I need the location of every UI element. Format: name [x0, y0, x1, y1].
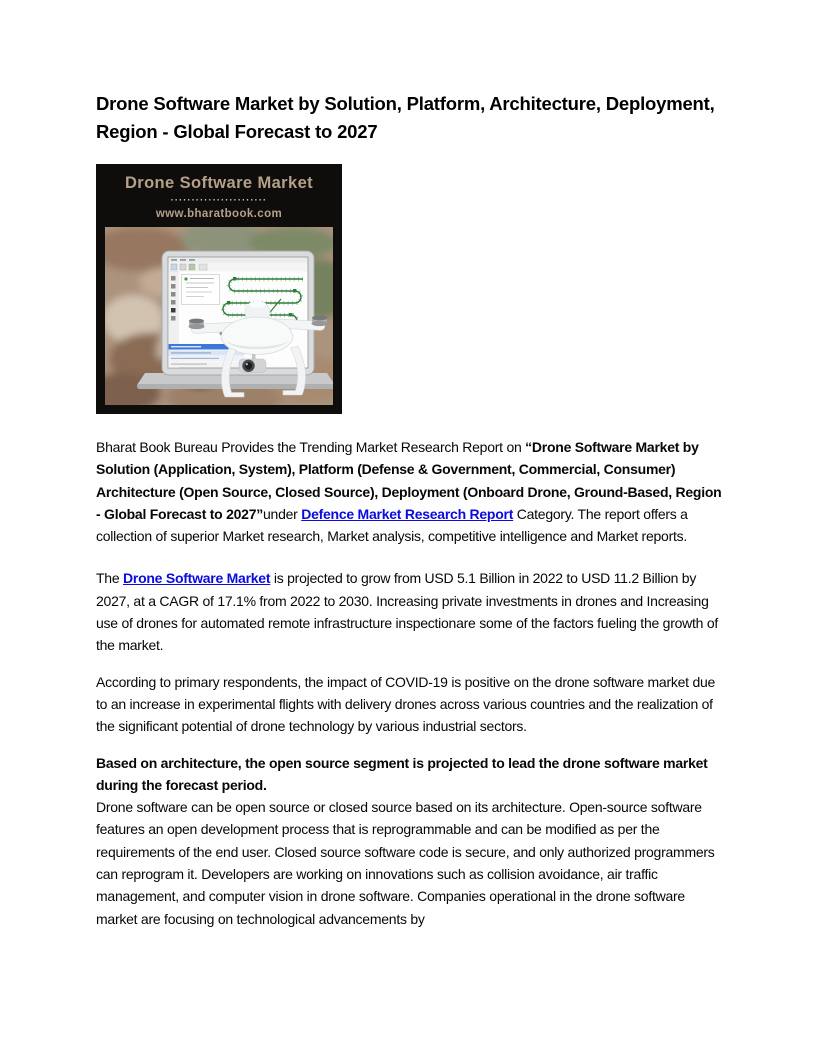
- document-body: [96, 436, 728, 930]
- p1-mid: under: [263, 505, 302, 522]
- drone-software-market-link[interactable]: Drone Software Market: [123, 570, 271, 587]
- p1-tail: Category. The report offers a collection of superior Market research, Market analysis, competitive intelligence and Market reports.: [96, 505, 688, 545]
- cover-header: [96, 164, 342, 225]
- paragraph-intro: [96, 436, 728, 547]
- report-cover-image: [96, 164, 342, 414]
- paragraph-market-forecast: [96, 567, 728, 656]
- page-title-line1: Drone Software Market by Solution, Platform, Architecture, Deployment,: [96, 93, 715, 114]
- section-heading-architecture: Based on architecture, the open source segment is projected to lead the drone software market during the forecast period.: [96, 754, 708, 793]
- paragraph-covid-impact: According to primary respondents, the impact of COVID-19 is positive on the drone software market due to an increase in experimental flights with delivery drones across various countries and the realization of the significant potential of drone technology by various industrial sectors.: [96, 673, 716, 735]
- p2-lead: The: [96, 570, 124, 587]
- document-content: [96, 0, 728, 930]
- paragraph-architecture-body: Drone software can be open source or closed source based on its architecture. Open-source software features an open development process that is reprogrammable and can be modified as per the requirements of the end user. Closed source software code is secure, and only authorized programmers can reprogram it. Developers are working on innovations such as collision avoidance, air traffic management, and computer vision in drone software. Companies operational in the drone software market are focusing on technological advancements by: [96, 799, 715, 927]
- cover-dotted-divider: ·······················: [170, 195, 268, 205]
- p1-report-title: “Drone Software Market by Solution (Application, System), Platform (Defense & Government, Commercial, Consumer) Architecture (Open Source, Closed Source), Deployment (Onboard Drone, Ground-Based, Region - Global Forecast to 2027”: [96, 439, 722, 522]
- page-title: [96, 90, 728, 145]
- cover-title: Drone Software Market: [124, 174, 314, 192]
- p1-lead: Bharat Book Bureau Provides the Trending Market Research Report on: [96, 439, 526, 455]
- page-title-line2: Region - Global Forecast to 2027: [96, 120, 378, 142]
- defence-market-research-report-link[interactable]: Defence Market Research Report: [301, 505, 514, 522]
- drone-laptop-photo: [105, 227, 333, 405]
- p2-tail: is projected to grow from USD 5.1 Billion in 2022 to USD 11.2 Billion by 2027, at a CAGR of 17.1% from 2022 to 2030. Increasing private investments in drones and Increasing use of drones for automated remote infrastructure inspectionare some of the factors fueling the growth of the market.: [96, 570, 718, 654]
- cover-website-url: www.bharatbook.com: [155, 208, 283, 220]
